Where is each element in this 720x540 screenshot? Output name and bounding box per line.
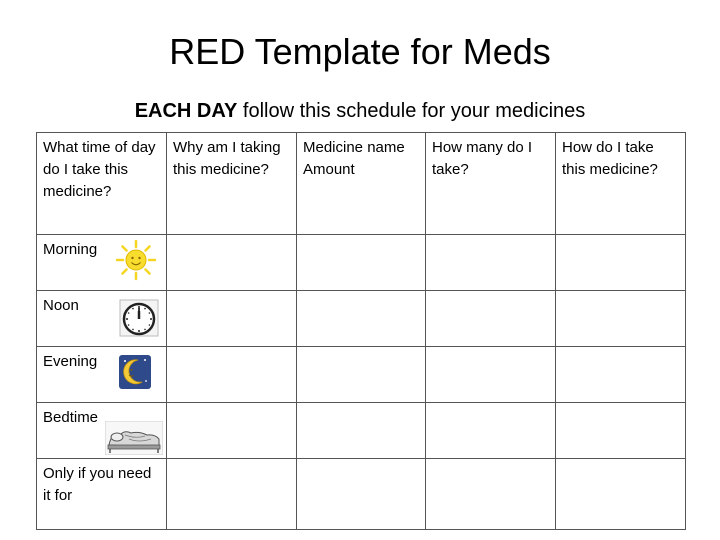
- clock-icon: [119, 299, 159, 337]
- header-why: Why am I taking this medicine?: [167, 133, 297, 235]
- cell: [426, 347, 556, 403]
- sun-icon: [115, 239, 157, 281]
- medicine-schedule-table: [36, 132, 686, 530]
- row-label: Bedtime: [43, 409, 99, 426]
- table-row: [37, 459, 686, 530]
- cell: [556, 235, 686, 291]
- row-label: Only if you need it for: [43, 465, 152, 504]
- cell: [556, 403, 686, 459]
- row-label-cell: [37, 235, 167, 291]
- row-label-cell: [37, 347, 167, 403]
- cell: [297, 291, 426, 347]
- row-label-cell: [37, 459, 167, 530]
- page-title: RED Template for Meds: [169, 31, 551, 72]
- row-label: Evening: [43, 353, 98, 370]
- cell: [167, 459, 297, 530]
- bed-icon: [105, 421, 163, 455]
- cell: [426, 459, 556, 530]
- moon-icon: [119, 355, 151, 389]
- cell: [556, 291, 686, 347]
- cell: [426, 291, 556, 347]
- header-time: What time of day do I take this medicine?: [37, 133, 167, 235]
- row-label-cell: [37, 291, 167, 347]
- table-row: [37, 235, 686, 291]
- cell: [297, 347, 426, 403]
- row-label-cell: [37, 403, 167, 459]
- table-row: [37, 403, 686, 459]
- row-label: Morning: [43, 241, 98, 258]
- subtitle-rest: follow this schedule for your medicines: [237, 100, 586, 122]
- table-row: [37, 291, 686, 347]
- cell: [556, 347, 686, 403]
- header-how-take: How do I take this medicine?: [556, 133, 686, 235]
- cell: [297, 235, 426, 291]
- row-label: Noon: [43, 297, 79, 314]
- cell: [426, 235, 556, 291]
- cell: [297, 403, 426, 459]
- subtitle-bold: EACH DAY: [134, 100, 238, 122]
- cell: [426, 403, 556, 459]
- cell: [297, 459, 426, 530]
- cell: [167, 347, 297, 403]
- header-row: [37, 133, 686, 235]
- cell: [556, 459, 686, 530]
- page-subtitle: [0, 98, 720, 124]
- table-row: [37, 347, 686, 403]
- cell: [167, 235, 297, 291]
- header-how-many: How many do I take?: [426, 133, 556, 235]
- cell: [167, 403, 297, 459]
- cell: [167, 291, 297, 347]
- header-medicine-name: Medicine name Amount: [297, 133, 426, 235]
